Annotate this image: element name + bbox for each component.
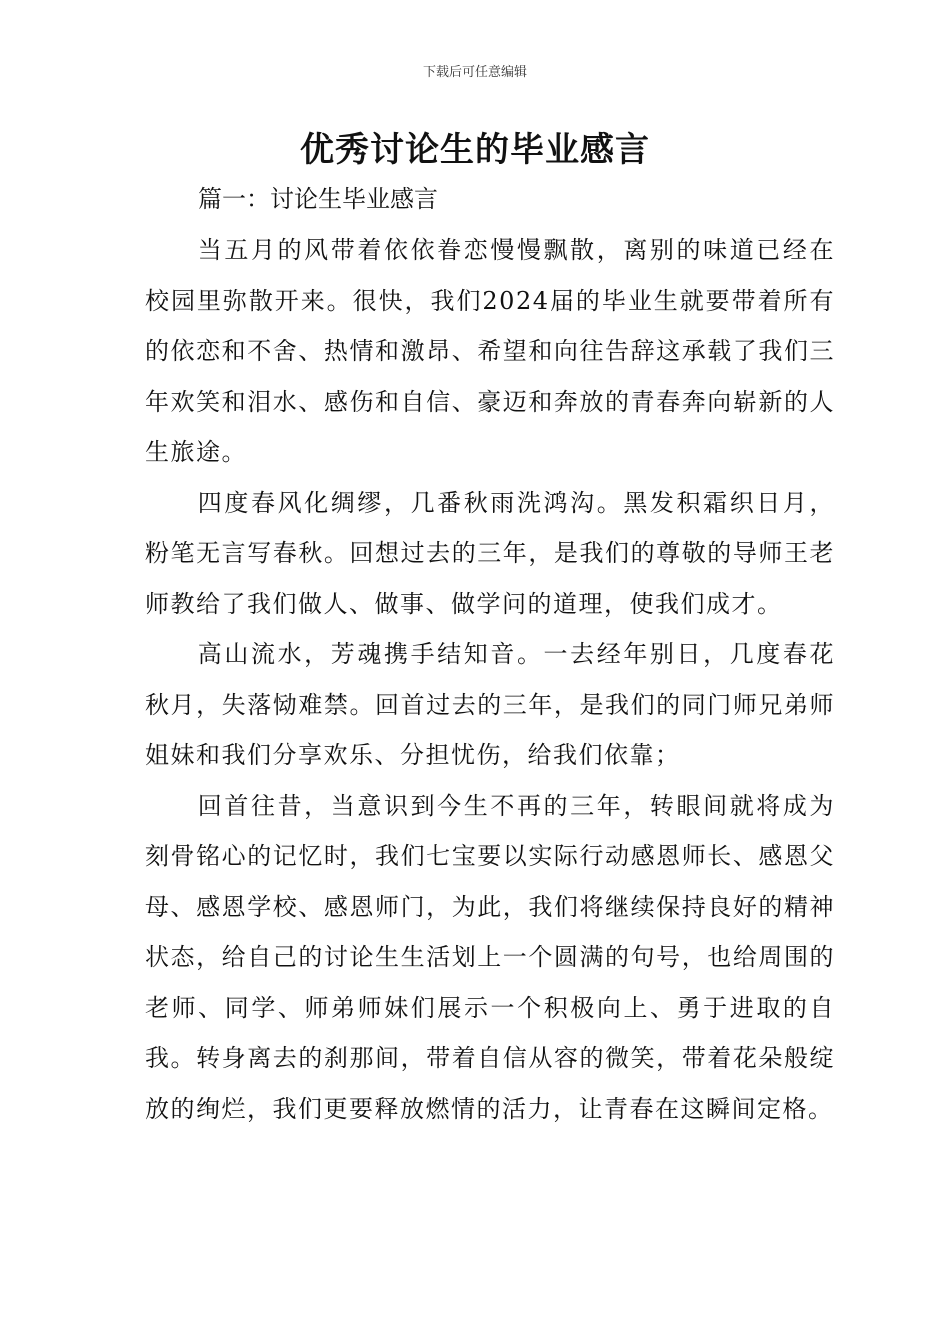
section-heading: 篇一：讨论生毕业感言 [198, 185, 438, 213]
document-title: 优秀讨论生的毕业感言 [300, 130, 650, 170]
paragraph: 四度春风化绸缪，几番秋雨洗鸿沟。黑发积霜织日月，粉笔无言写春秋。回想过去的三年，是我们的尊敬的导师王老师教给了我们做人、做事、做学问的道理，使我们成才。 [145, 488, 835, 618]
page-header-note: 下载后可任意编辑 [422, 65, 527, 80]
document-body [145, 225, 835, 1134]
paragraph: 当五月的风带着依依眷恋慢慢飘散，离别的味道已经在校园里弥散开来。很快，我们2024届的毕业生就要带着所有的依恋和不舍、热情和激昂、希望和向往告辞这承载了我们三年欢笑和泪水、感伤和自信、豪迈和奔放的青春奔向崭新的人生旅途。 [145, 236, 835, 466]
paragraph: 回首往昔，当意识到今生不再的三年，转眼间就将成为刻骨铭心的记忆时，我们七宝要以实际行动感恩师长、感恩父母、感恩学校、感恩师门，为此，我们将继续保持良好的精神状态，给自己的讨论生生活划上一个圆满的句号，也给周围的老师、同学、师弟师妹们展示一个积极向上、勇于进取的自我。转身离去的刹那间，带着自信从容的微笑，带着花朵般绽放的绚烂，我们更要释放燃情的活力，让青春在这瞬间定格。 [145, 791, 835, 1123]
paragraph: 高山流水，芳魂携手结知音。一去经年别日，几度春花秋月，失落恸难禁。回首过去的三年，是我们的同门师兄弟师姐妹和我们分享欢乐、分担忧伤，给我们依靠； [145, 640, 835, 769]
